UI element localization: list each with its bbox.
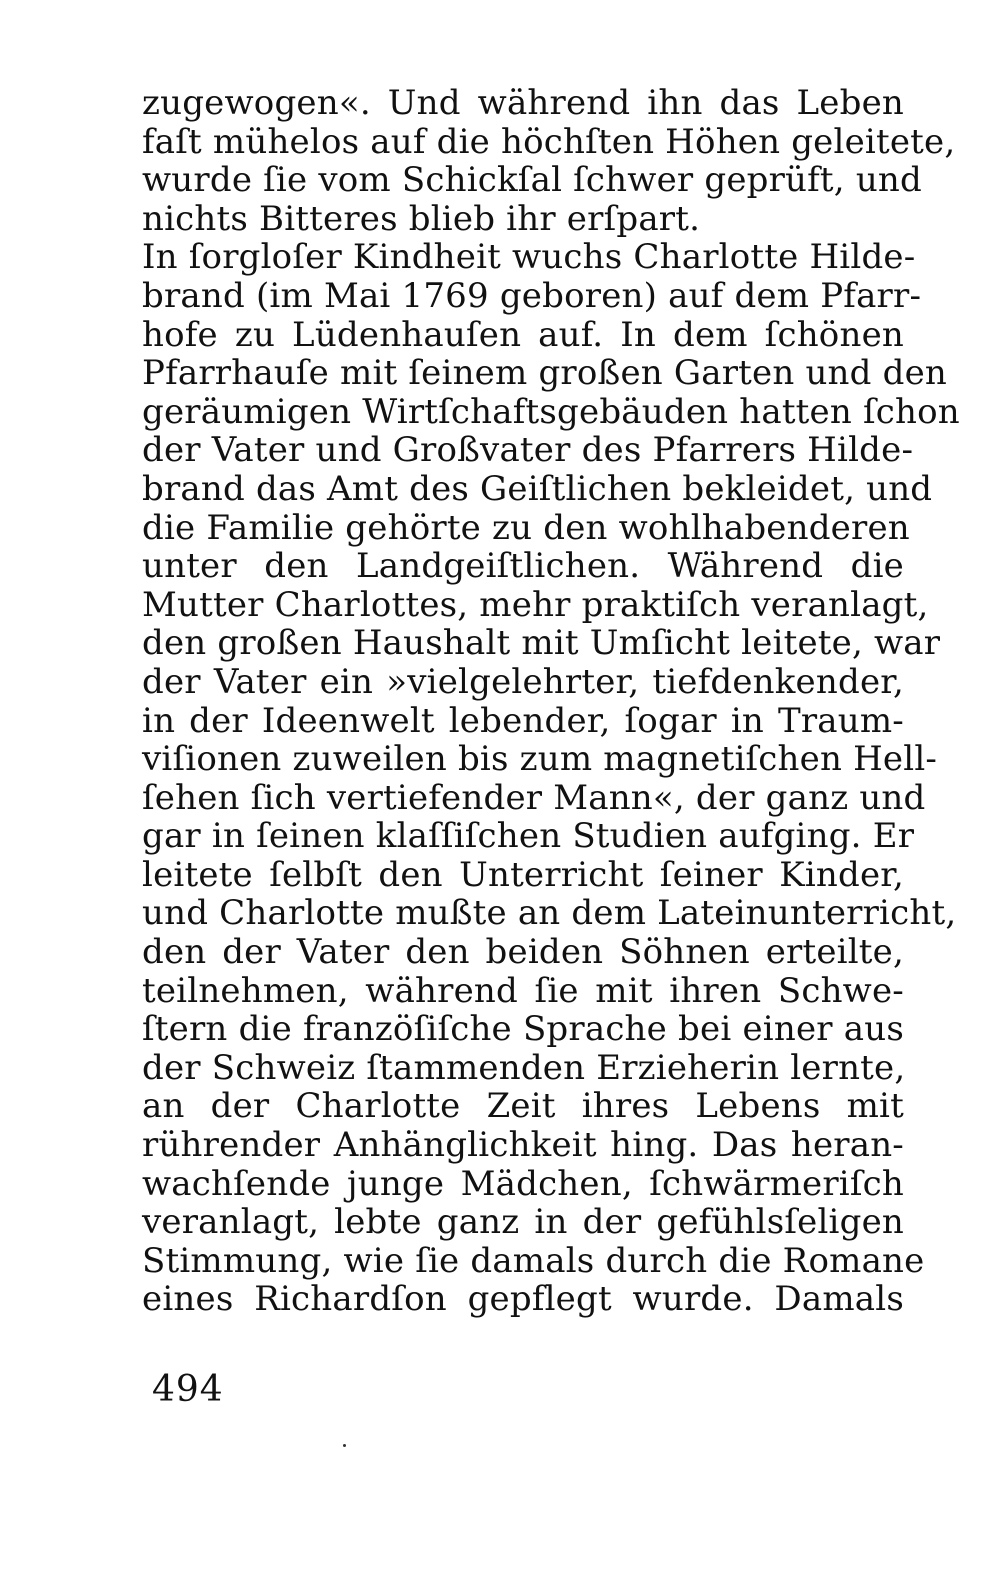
text-line: Mutter Charlottes, mehr praktiſch veranlagt, [142,584,929,625]
text-line: rührender Anhänglichkeit hing. Das heran- [142,1125,904,1166]
text-line: brand das Amt des Geiſtlichen bekleidet, und [142,468,933,509]
text-line: wurde ſie vom Schickſal ſchwer geprüft, und [142,160,922,201]
text-line: brand (im Mai 1769 geboren) auf dem Pfarr- [142,275,922,316]
text-line: faſt mühelos auf die höchſten Höhen geleitete, [142,121,956,162]
text-line: ſtern die franzöſiſche Sprache bei einer aus [142,1009,904,1050]
text-line: an der Charlotte Zeit ihres Lebens mit [142,1086,904,1127]
text-line: und Charlotte mußte an dem Lateinunterricht, [142,893,957,934]
text-line: in der Ideenwelt lebender, ſogar in Traum- [142,700,904,741]
text-line: geräumigen Wirtſchaftsgebäuden hatten ſchon [142,391,960,432]
page-number: 494 [152,1369,224,1410]
text-line: leitete ſelbſt den Unterricht ſeiner Kinder, [142,854,904,895]
text-line: teilnehmen, während ſie mit ihren Schwe- [142,970,904,1011]
text-line: zugewogen«. Und während ihn das Leben [142,83,904,123]
text-line: den großen Haushalt mit Umſicht leitete, war [142,623,941,664]
text-line: wachſende junge Mädchen, ſchwärmeriſch [142,1163,904,1204]
text-line: hofe zu Lüdenhauſen auf. In dem ſchönen [142,314,904,355]
text-line: eines Richardſon gepflegt wurde. Damals [142,1279,904,1320]
text-line: nichts Bitteres blieb ihr erſpart. [142,198,701,239]
text-line: unter den Landgeiſtlichen. Während die [142,546,904,587]
text-line: Stimmung, wie ſie damals durch die Romane [142,1240,925,1281]
print-speck [343,1444,346,1447]
text-line: ſehen ſich vertiefender Mann«, der ganz und [142,777,926,818]
text-line: der Vater ein »vielgelehrter, tiefdenkender, [142,661,904,702]
text-line: der Schweiz ſtammenden Erzieherin lernte, [142,1047,906,1088]
text-line: viſionen zuweilen bis zum magnetiſchen Hell- [142,739,938,780]
body-text [142,83,960,1320]
text-line: der Vater und Großvater des Pfarrers Hilde- [142,430,914,471]
text-line: gar in ſeinen klaſſiſchen Studien aufging. Er [142,816,915,857]
text-line: den der Vater den beiden Söhnen erteilte, [142,932,904,973]
text-line: In ſorgloſer Kindheit wuchs Charlotte Hilde- [142,237,916,278]
text-line: die Familie gehörte zu den wohlhabenderen [142,507,910,548]
text-line: Pfarrhauſe mit ſeinem großen Garten und den [142,353,947,394]
text-line: veranlagt, lebte ganz in der gefühlsſeligen [142,1202,904,1243]
